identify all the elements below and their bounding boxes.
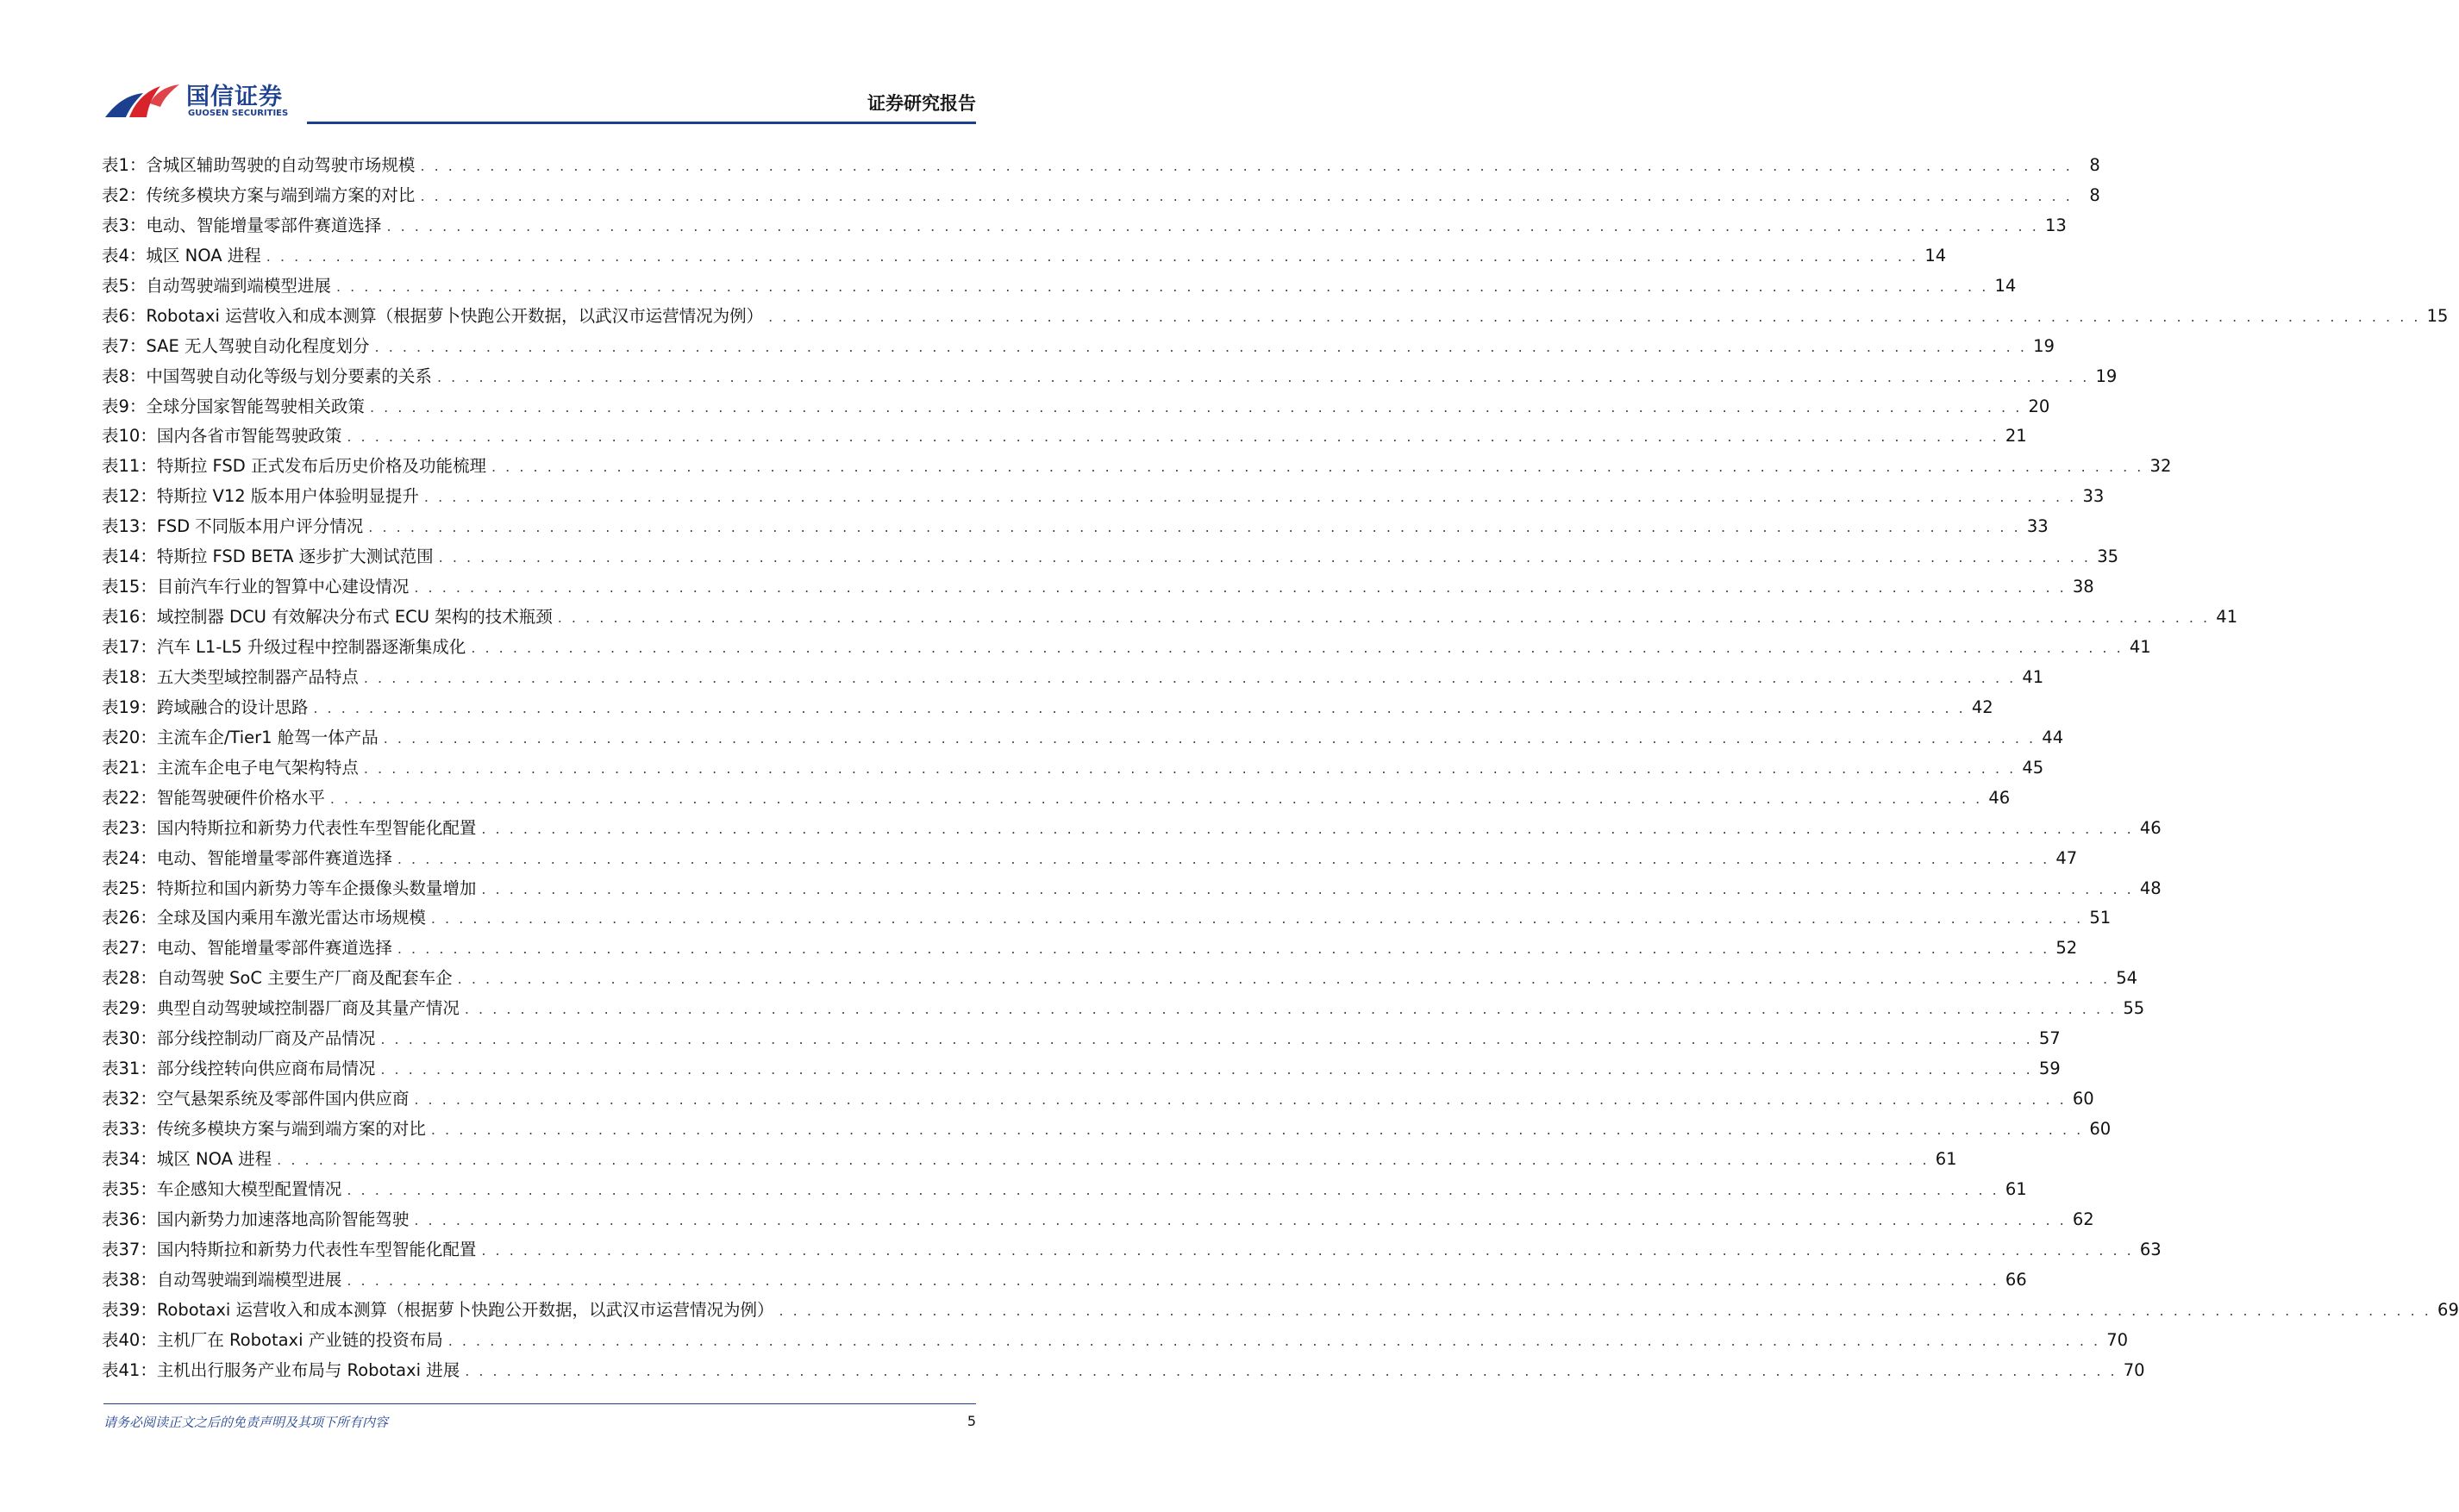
toc-entry-page: 60 [2072,1089,2094,1109]
toc-entry-page: 48 [2139,878,2162,898]
toc-entry-page: 15 [2426,305,2449,326]
toc-entry-page: 38 [2072,577,2094,597]
toc-entry-label: 表33： [102,1119,157,1139]
toc-entry[interactable] [102,1266,2027,1296]
toc-entry-title: 目前汽车行业的智算中心建设情况 [156,577,410,597]
toc-entry-title: 城区 NOA 进程 [146,245,261,266]
toc-entry-page: 61 [1935,1148,1957,1169]
toc-dot-leader [420,188,2072,204]
toc-entry[interactable] [102,573,2094,603]
toc-dot-leader [424,489,2076,505]
toc-dot-leader [347,1272,1999,1289]
toc-entry-page: 70 [2123,1359,2145,1380]
toc-entry-label: 表35： [102,1178,157,1199]
toc-entry-title: 主机厂在 Robotaxi 产业链的投资布局 [156,1329,443,1350]
toc-entry[interactable] [102,453,2172,483]
toc-entry[interactable] [102,995,2145,1025]
toc-entry[interactable] [102,845,2078,875]
toc-entry-title: 特斯拉和国内新势力等车企摄像头数量增加 [156,878,477,898]
toc-entry-page: 46 [2139,817,2162,838]
toc-entry-page: 52 [2055,938,2078,959]
toc-entry-title: 汽车 L1-L5 升级过程中控制器逐渐集成化 [156,637,466,657]
toc-entry-title: 国内特斯拉和新势力代表性车型智能化配置 [156,817,477,838]
toc-entry-page: 60 [2089,1119,2112,1139]
toc-entry[interactable] [102,272,2017,303]
toc-entry-page: 19 [2095,366,2118,386]
toc-entry[interactable] [102,1236,2162,1266]
toc-entry[interactable] [102,1055,2061,1085]
toc-entry-page: 20 [2028,396,2050,416]
toc-entry[interactable] [102,483,2105,513]
toc-entry[interactable] [102,784,2011,815]
toc-dot-leader [397,940,2049,957]
toc-dot-leader [266,248,1918,265]
toc-dot-leader [439,549,2091,565]
toc-entry-page: 66 [2005,1269,2027,1290]
toc-entry-page: 8 [2089,155,2100,175]
toc-entry[interactable] [102,724,2064,754]
toc-entry[interactable] [102,212,2067,242]
toc-entry-label: 表5： [102,275,147,296]
toc-entry-label: 表7： [102,335,147,356]
toc-entry-title: 域控制器 DCU 有效解决分布式 ECU 架构的技术瓶颈 [156,607,553,628]
toc-entry-label: 表10： [102,426,157,447]
logo-chinese-text: 国信证券 [186,84,283,110]
toc-entry-label: 表30： [102,1028,157,1049]
toc-dot-leader [370,399,2022,415]
toc-entry[interactable] [102,393,2050,423]
toc-dot-leader [471,640,2123,656]
logo-english-text: GUOSEN SECURITIES [188,109,289,118]
toc-entry-label: 表4： [102,245,147,266]
toc-entry-label: 表17： [102,637,157,657]
toc-entry-title: 自动驾驶端到端模型进展 [156,1269,342,1290]
page-number: 5 [967,1413,976,1429]
toc-entry-title: 全球及国内乘用车激光雷达市场规模 [156,908,426,928]
toc-entry-label: 表1： [102,155,147,175]
toc-entry-label: 表29： [102,998,157,1019]
toc-entry-label: 表3： [102,215,147,235]
toc-dot-leader [414,1091,2066,1108]
toc-entry-page: 57 [2038,1028,2061,1049]
toc-entry[interactable] [102,182,2100,212]
toc-entry[interactable] [102,1357,2145,1387]
toc-dot-leader [336,278,1988,295]
toc-entry-title: 国内各省市智能驾驶政策 [156,426,342,447]
toc-entry-title: 电动、智能增量零部件赛道选择 [146,215,382,235]
toc-dot-leader [347,1182,1999,1198]
toc-dot-leader [481,821,2133,837]
toc-entry[interactable] [102,152,2100,182]
toc-entry-title: 传统多模块方案与端到端方案的对比 [156,1119,426,1139]
toc-entry-page: 54 [2116,968,2138,989]
toc-entry-title: 自动驾驶 SoC 主要生产厂商及配套车企 [156,968,453,989]
toc-entry-title: Robotaxi 运营收入和成本测算（根据萝卜快跑公开数据，以武汉市运营情况为例） [146,305,764,326]
toc-entry-page: 32 [2149,456,2172,477]
toc-entry-page: 51 [2089,908,2112,928]
toc-entry-title: 国内新势力加速落地高阶智能驾驶 [156,1209,410,1229]
toc-entry-label: 表38： [102,1269,157,1290]
toc-entry-label: 表2： [102,184,147,205]
toc-entry-label: 表31： [102,1059,157,1079]
toc-entry-title: 电动、智能增量零部件赛道选择 [156,847,392,868]
toc-dot-leader [347,428,1999,445]
toc-entry-title: 自动驾驶端到端模型进展 [146,275,331,296]
toc-entry-label: 表40： [102,1329,157,1350]
toc-entry-title: 含城区辅助驾驶的自动驾驶市场规模 [146,155,416,175]
toc-entry-page: 41 [2022,666,2044,687]
toc-dot-leader [465,1001,2117,1017]
toc-entry-title: 特斯拉 FSD 正式发布后历史价格及功能梳理 [156,456,486,477]
toc-dot-leader [330,790,1982,807]
toc-dot-leader [368,519,2020,535]
toc-entry[interactable] [102,965,2138,995]
toc-entry-page: 69 [2437,1299,2459,1320]
toc-entry[interactable] [102,1115,2112,1146]
report-type-title: 证券研究报告 [867,93,976,114]
toc-entry-label: 表21： [102,757,157,778]
toc-entry-label: 表15： [102,577,157,597]
toc-entry-label: 表25： [102,878,157,898]
toc-entry[interactable] [102,634,2151,664]
toc-dot-leader [481,881,2133,897]
toc-entry-page: 55 [2123,998,2145,1019]
toc-entry-page: 63 [2139,1239,2162,1259]
toc-dot-leader [481,1242,2133,1259]
toc-entry-label: 表8： [102,366,147,386]
toc-entry-label: 表16： [102,607,157,628]
toc-entry-title: 传统多模块方案与端到端方案的对比 [146,184,416,205]
table-of-figures [102,152,2459,1386]
toc-dot-leader [397,851,2049,867]
toc-dot-leader [313,700,1965,716]
toc-entry[interactable] [102,303,2449,333]
toc-dot-leader [768,309,2420,325]
toc-entry[interactable] [102,363,2118,393]
toc-entry-page: 19 [2033,335,2055,356]
toc-entry-label: 表26： [102,908,157,928]
toc-entry-page: 33 [2082,486,2105,507]
toc-entry-page: 61 [2005,1178,2027,1199]
toc-entry-page: 44 [2042,727,2064,747]
toc-entry[interactable] [102,694,1993,724]
toc-dot-leader [437,369,2089,385]
toc-entry-label: 表27： [102,938,157,959]
toc-entry-title: FSD 不同版本用户评分情况 [156,516,364,537]
toc-dot-leader [364,670,2016,686]
toc-dot-leader [431,1122,2083,1138]
toc-entry-page: 62 [2072,1209,2094,1229]
toc-entry[interactable] [102,1206,2094,1236]
toc-entry-page: 41 [2129,637,2151,657]
toc-dot-leader [386,218,2038,234]
toc-entry-title: 五大类型域控制器产品特点 [156,666,359,687]
toc-entry-title: 车企感知大模型配置情况 [156,1178,342,1199]
toc-entry[interactable] [102,1085,2094,1115]
toc-dot-leader [277,1152,1929,1168]
toc-dot-leader [448,1333,2100,1349]
footer-disclaimer: 请务必阅读正文之后的免责声明及其项下所有内容 [103,1415,389,1430]
toc-entry-title: 主机出行服务产业布局与 Robotaxi 进展 [156,1359,460,1380]
toc-entry-title: 典型自动驾驶域控制器厂商及其量产情况 [156,998,460,1019]
toc-entry-title: 主流车企电子电气架构特点 [156,757,359,778]
toc-entry-label: 表37： [102,1239,157,1259]
toc-entry-label: 表9： [102,396,147,416]
toc-entry-title: 全球分国家智能驾驶相关政策 [146,396,365,416]
toc-entry-title: 主流车企/Tier1 舱驾一体产品 [156,727,379,747]
toc-entry[interactable] [102,1176,2027,1206]
toc-entry-title: 中国驾驶自动化等级与划分要素的关系 [146,366,432,386]
toc-entry-title: 部分线控制动厂商及产品情况 [156,1028,376,1049]
toc-entry-title: 部分线控转向供应商布局情况 [156,1059,376,1079]
toc-entry[interactable] [102,904,2112,934]
guosen-logo-icon [103,78,181,122]
toc-dot-leader [380,1061,2032,1078]
toc-entry-page: 8 [2089,184,2100,205]
toc-entry-label: 表6： [102,305,147,326]
toc-entry-label: 表20： [102,727,157,747]
toc-entry-page: 14 [1924,245,1947,266]
toc-entry-label: 表13： [102,516,157,537]
toc-entry[interactable] [102,543,2119,573]
toc-dot-leader [779,1303,2431,1319]
toc-entry-title: 空气悬架系统及零部件国内供应商 [156,1089,410,1109]
toc-entry-label: 表39： [102,1299,157,1320]
toc-entry-label: 表19： [102,697,157,717]
company-logo [103,74,310,126]
toc-entry-title: 跨域融合的设计思路 [156,697,309,717]
footer-divider [103,1403,976,1404]
toc-entry[interactable] [102,1327,2129,1357]
toc-entry[interactable] [102,422,2027,453]
header-divider [307,122,976,124]
toc-dot-leader [375,339,2027,355]
toc-entry-page: 59 [2038,1059,2061,1079]
toc-entry-label: 表11： [102,456,157,477]
toc-dot-leader [414,579,2066,596]
toc-dot-leader [364,760,2016,777]
toc-entry[interactable] [102,1025,2061,1055]
toc-dot-leader [491,459,2143,475]
toc-entry-page: 45 [2022,757,2044,778]
toc-entry-label: 表14： [102,547,157,567]
toc-entry[interactable] [102,664,2044,694]
toc-entry-label: 表24： [102,847,157,868]
toc-entry-page: 46 [1988,787,2011,808]
toc-dot-leader [380,1031,2032,1047]
toc-dot-leader [420,158,2072,174]
toc-dot-leader [458,971,2110,987]
toc-entry-label: 表32： [102,1089,157,1109]
toc-entry[interactable] [102,333,2055,363]
toc-entry-page: 13 [2044,215,2067,235]
toc-entry-title: 特斯拉 V12 版本用户体验明显提升 [156,486,419,507]
toc-entry-label: 表23： [102,817,157,838]
toc-entry-label: 表18： [102,666,157,687]
toc-entry[interactable] [102,1296,2459,1327]
toc-dot-leader [465,1363,2117,1379]
toc-entry[interactable] [102,1146,1957,1176]
toc-entry-label: 表12： [102,486,157,507]
toc-entry-label: 表34： [102,1148,157,1169]
toc-entry[interactable] [102,242,1947,272]
toc-entry-page: 33 [2026,516,2049,537]
toc-entry-label: 表22： [102,787,157,808]
toc-entry[interactable] [102,603,2238,634]
toc-dot-leader [414,1212,2066,1228]
toc-entry-title: 特斯拉 FSD BETA 逐步扩大测试范围 [156,547,434,567]
toc-entry-page: 47 [2055,847,2078,868]
toc-entry[interactable] [102,875,2162,905]
toc-entry-page: 14 [1994,275,2017,296]
toc-entry-page: 41 [2216,607,2238,628]
toc-dot-leader [431,910,2083,927]
toc-entry-label: 表41： [102,1359,157,1380]
toc-entry-page: 70 [2106,1329,2129,1350]
toc-entry-title: 电动、智能增量零部件赛道选择 [156,938,392,959]
toc-entry-label: 表36： [102,1209,157,1229]
toc-entry-title: SAE 无人驾驶自动化程度划分 [146,335,370,356]
toc-entry[interactable] [102,513,2049,543]
toc-entry-page: 21 [2005,426,2027,447]
toc-entry[interactable] [102,934,2078,965]
toc-dot-leader [558,609,2210,626]
toc-entry-title: 国内特斯拉和新势力代表性车型智能化配置 [156,1239,477,1259]
page-header [103,74,976,126]
toc-entry[interactable] [102,754,2044,784]
toc-entry-title: 智能驾驶硬件价格水平 [156,787,325,808]
toc-entry[interactable] [102,815,2162,845]
toc-entry-label: 表28： [102,968,157,989]
toc-entry-title: Robotaxi 运营收入和成本测算（根据萝卜快跑公开数据，以武汉市运营情况为例） [156,1299,774,1320]
toc-dot-leader [384,730,2036,747]
toc-entry-page: 42 [1971,697,1993,717]
toc-entry-page: 35 [2097,547,2119,567]
toc-entry-title: 城区 NOA 进程 [156,1148,272,1169]
